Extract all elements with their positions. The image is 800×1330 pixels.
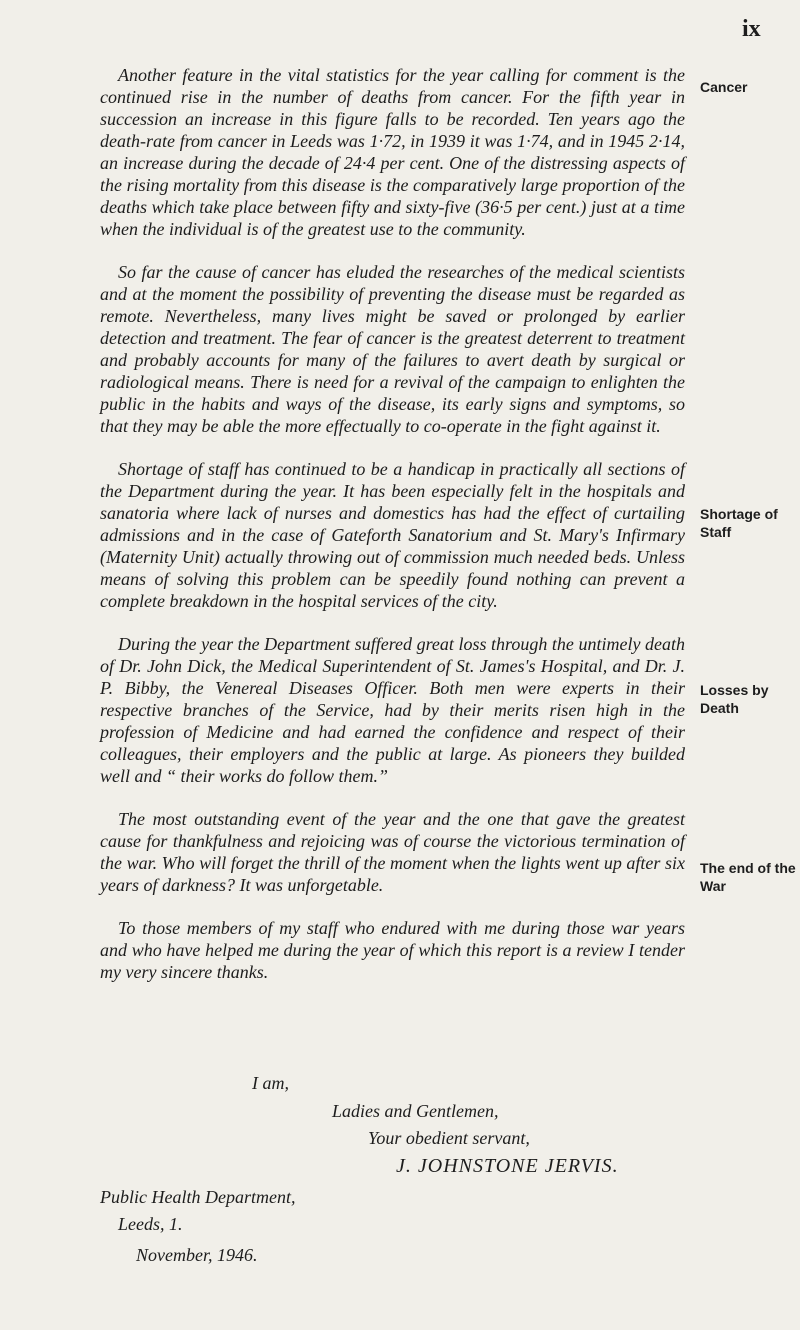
- signature: J. JOHNSTONE JERVIS.: [396, 1155, 619, 1177]
- paragraph-end-of-war: The most outstanding event of the year and the one that gave the greatest cause for thankfulness and rejoicing was of course the victorious termination of the war. Who will forget the thrill of the moment when the lights went up after six years of darkness? It was unforgetable.: [100, 809, 685, 895]
- paragraph-staff-shortage: Shortage of staff has continued to be a handicap in practically all sections of the Department during the year. It has been especially felt in the hospitals and sanatoria where lack of nurses and domestics has had the effect of curtailing admissions and in the case of Gateforth Sanatorium and St. Mary's Infirmary (Maternity Unit) actually throwing out of commission much needed beds. Unless means of solving this problem can be speedily found nothing can prevent a complete breakdown in the hospital services of the city.: [100, 459, 685, 611]
- margin-note-losses-by-death: Losses by Death: [700, 682, 769, 716]
- body-text: [100, 64, 685, 983]
- margin-note-cancer: Cancer: [700, 79, 748, 95]
- address-line-1: Public Health Department,: [100, 1187, 296, 1207]
- paragraph-thanks: To those members of my staff who endured with me during those war years and who have helped me during the year of which this report is a review I tender my very sincere thanks.: [100, 918, 685, 982]
- paragraph-cancer-research: So far the cause of cancer has eluded the researches of the medical scientists and at the moment the possibility of preventing the disease must be regarded as remote. Nevertheless, many lives might be saved or prolonged by earlier detection and treatment. The fear of cancer is the greatest deterrent to treatment and probably accounts for many of the failures to avert death by surgical or radiological means. There is need for a revival of the campaign to enlighten the public in the habits and ways of the disease, its early signs and symptoms, so that they may be able the more effectually to co-operate in the fight against it.: [100, 262, 685, 436]
- report-date: November, 1946.: [136, 1245, 258, 1265]
- closing-i-am: I am,: [252, 1073, 289, 1093]
- page-number: ix: [742, 16, 761, 42]
- closing-salutation: Ladies and Gentlemen,: [332, 1101, 499, 1121]
- closing-valediction: Your obedient servant,: [368, 1128, 530, 1148]
- address-line-2: Leeds, 1.: [118, 1214, 183, 1234]
- margin-note-shortage-of-staff: Shortage of Staff: [700, 506, 778, 540]
- paragraph-cancer: Another feature in the vital statistics for the year calling for comment is the continued rise in the number of deaths from cancer. For the fifth year in succession an increase in this figure falls to be recorded. Ten years ago the death-rate from cancer in Leeds was 1·72, in 1939 it was 1·74, and in 1945 2·14, an increase during the decade of 24·4 per cent. One of the distressing aspects of the rising mortality from this disease is the comparatively large proportion of the deaths which take place between fifty and sixty-five (36·5 per cent.) just at a time when the individual is of the greatest use to the community.: [100, 65, 685, 239]
- margin-note-end-of-war: The end of the War: [700, 860, 796, 894]
- paragraph-losses-by-death: During the year the Department suffered great loss through the untimely death of Dr. John Dick, the Medical Superintendent of St. James's Hospital, and Dr. J. P. Bibby, the Venereal Diseases Officer. Both men were experts in their respective branches of the Service, had by their merits risen high in the profession of Medicine and had earned the confidence and respect of their colleagues, their employers and the public at large. As pioneers they builded well and “ their works do follow them.”: [100, 634, 685, 786]
